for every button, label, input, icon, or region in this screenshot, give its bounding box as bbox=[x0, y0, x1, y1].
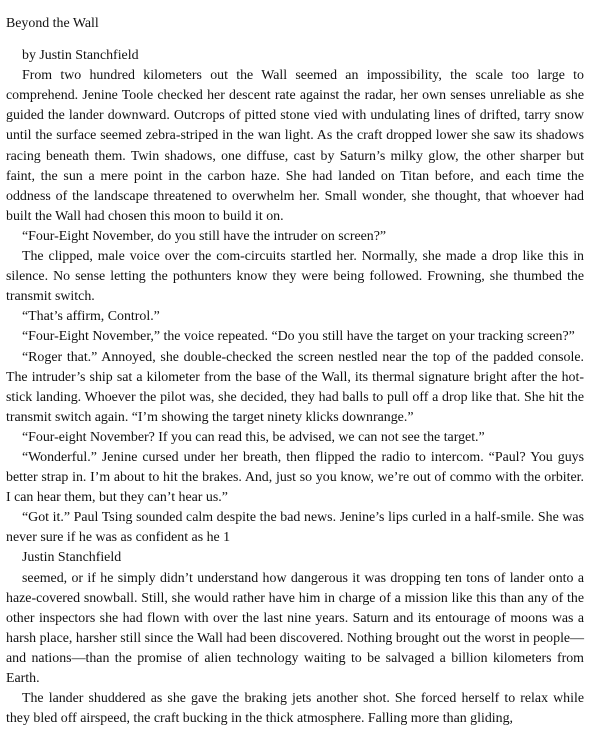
paragraph: “Four-eight November? If you can read this, be advised, we can not see the target.” bbox=[22, 429, 485, 445]
paragraph: From two hundred kilometers out the Wall seemed an impossibility, the scale too large to comprehend. Jenine Toole checked her descent rate against the radar, her own senses unreliable as she guided the lander downward. Outcrops of pitted stone vied with undulating lines of drifted, tarry snow until the surface seemed zebra-striped in the wan light. As the craft dropped lower she saw its shadows racing beneath them. Twin shadows, one diffuse, cast by Saturn’s milky glow, the other sharper but faint, the sun a mere point in the carbon haze. She had landed on Titan before, and each time the oddness of the landscape threatened to overwhelm her. Small wonder, she thought, that whoever had built the Wall had chosen this moon to build it on. bbox=[6, 68, 584, 224]
story-title: Beyond the Wall bbox=[6, 16, 99, 31]
paragraph: “Got it.” Paul Tsing sounded calm despite the bad news. Jenine’s lips curled in a half-smile. She was never sure if he was as confident as he 1 bbox=[6, 510, 584, 546]
paragraph: “That’s affirm, Control.” bbox=[22, 309, 160, 325]
paragraph: The clipped, male voice over the com-circuits startled her. Normally, she made a drop like this in silence. No sense letting the pothunters know they were being followed. Frowning, she thumbed the transmit switch. bbox=[6, 249, 584, 305]
paragraph: The lander shuddered as she gave the braking jets another shot. She forced herself to relax while they bled off airspeed, the craft bucking in the thick atmosphere. Falling more than gliding, bbox=[6, 691, 584, 727]
paragraph: “Four-Eight November,” the voice repeated. “Do you still have the target on your tracking screen?” bbox=[22, 329, 575, 345]
paragraph: “Four-Eight November, do you still have the intruder on screen?” bbox=[22, 228, 387, 244]
paragraph: “Roger that.” Annoyed, she double-checked the screen nestled near the top of the padded console. The intruder’s ship sat a kilometer from the base of the Wall, its thermal signature bright after the hot-stick landing. Whoever the pilot was, she decided, they had balls to pull off a drop like that. She hit the transmit switch again. “I’m showing the target ninety klicks downrange.” bbox=[6, 349, 584, 425]
author-byline: by Justin Stanchfield bbox=[22, 48, 139, 64]
paragraph: seemed, or if he simply didn’t understand how dangerous it was dropping ten tons of lander onto a haze-covered snowball. Still, she would rather have him in charge of a mission like this than any of the other inspectors she had flown with over the last nine years. Saturn and its entourage of moons was a harsh place, harsher still since the Wall had been discovered. Nothing brought out the worst in people—and nations—than the promise of alien technology waiting to be salvaged a billion kilometers from Earth. bbox=[6, 570, 584, 686]
running-head: Justin Stanchfield bbox=[22, 550, 122, 566]
paragraph: “Wonderful.” Jenine cursed under her breath, then flipped the radio to intercom. “Paul? You guys better strap in. I’m about to hit the brakes. And, just so you know, we’re out of commo with the orbiter. I can hear them, but they can’t hear us.” bbox=[6, 449, 584, 506]
